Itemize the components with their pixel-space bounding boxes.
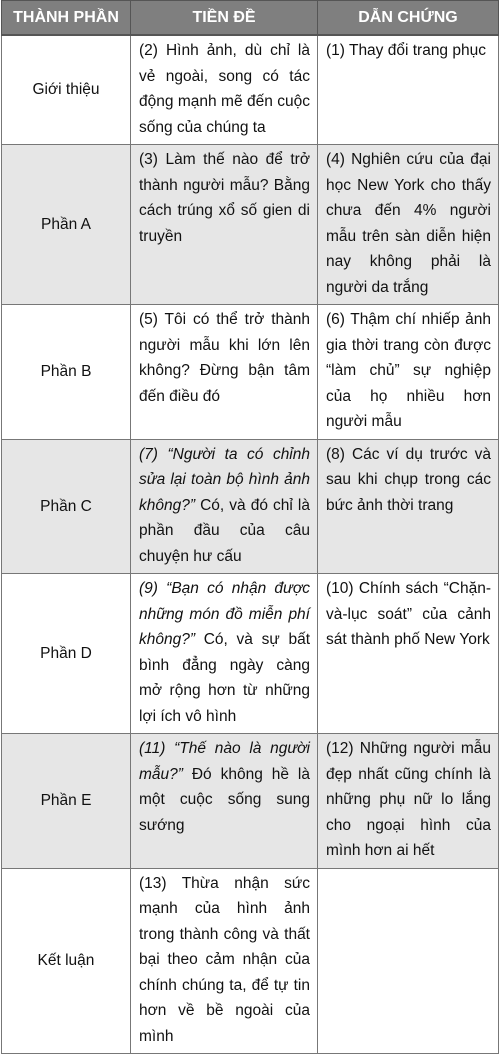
section-cell: Phần D bbox=[2, 574, 131, 734]
premise-cell bbox=[131, 439, 318, 574]
header-evidence: DẪN CHỨNG bbox=[318, 1, 499, 36]
evidence-cell: (6) Thậm chí nhiếp ảnh gia thời trang còn được “làm chủ” sự nghiệp của họ nhiều hơn người mẫu bbox=[318, 305, 499, 440]
premise-text: (2) Hình ảnh, dù chỉ là vẻ ngoài, song có tác động mạnh mẽ đến cuộc sống của chúng ta bbox=[139, 42, 310, 136]
evidence-cell: (12) Những người mẫu đẹp nhất cũng chính là những phụ nữ lo lắng cho ngoại hình của mình hơn ai hết bbox=[318, 734, 499, 869]
section-cell: Kết luận bbox=[2, 868, 131, 1054]
evidence-cell: (8) Các ví dụ trước và sau khi chụp trong các bức ảnh thời trang bbox=[318, 439, 499, 574]
premise-cell bbox=[131, 145, 318, 305]
table-row bbox=[2, 305, 499, 440]
table-row bbox=[2, 734, 499, 869]
premise-cell bbox=[131, 868, 318, 1054]
premise-cell bbox=[131, 305, 318, 440]
premise-text: Có, và đó chỉ là phần đầu của câu chuyện hư cấu bbox=[139, 496, 310, 565]
premise-text: Đó không hề là một cuộc sống sung sướng bbox=[139, 765, 310, 834]
table-row bbox=[2, 145, 499, 305]
premise-text: Có, và sự bất bình đẳng ngày càng mở rộng hơn từ những lợi ích vô hình bbox=[139, 631, 310, 725]
premise-cell bbox=[131, 574, 318, 734]
table-row bbox=[2, 574, 499, 734]
premise-cell bbox=[131, 35, 318, 145]
header-section: THÀNH PHẦN bbox=[2, 1, 131, 36]
premise-cell bbox=[131, 734, 318, 869]
evidence-cell: (10) Chính sách “Chặn-và-lục soát” của cảnh sát thành phố New York bbox=[318, 574, 499, 734]
premise-question: (7) “Người ta có chỉnh sửa lại toàn bộ hình ảnh không?” bbox=[139, 445, 310, 514]
header-row bbox=[2, 1, 499, 36]
section-cell: Phần E bbox=[2, 734, 131, 869]
section-cell: Phần C bbox=[2, 439, 131, 574]
premise-question: (11) “Thế nào là người mẫu?” bbox=[139, 740, 310, 783]
premise-text: (5) Tôi có thể trở thành người mẫu khi lớn lên không? Đừng bận tâm đến điều đó bbox=[139, 311, 310, 405]
evidence-cell bbox=[318, 868, 499, 1054]
table-row bbox=[2, 868, 499, 1054]
section-cell: Phần A bbox=[2, 145, 131, 305]
table-row bbox=[2, 439, 499, 574]
section-cell: Phần B bbox=[2, 305, 131, 440]
premise-text: (13) Thừa nhận sức mạnh của hình ảnh trong thành công và thất bại theo cảm nhận của chính chúng ta, để tự tin hơn về bề ngoài của mình bbox=[139, 874, 310, 1045]
evidence-cell: (4) Nghiên cứu của đại học New York cho thấy chưa đến 4% người mẫu trên sàn diễn hiện nay không phải là người da trắng bbox=[318, 145, 499, 305]
premise-question: (9) “Bạn có nhận được những món đồ miễn phí không?” bbox=[139, 580, 310, 648]
section-cell: Giới thiệu bbox=[2, 35, 131, 145]
header-premise: TIỀN ĐỀ bbox=[131, 1, 318, 36]
table-row bbox=[2, 35, 499, 145]
evidence-cell: (1) Thay đổi trang phục bbox=[318, 35, 499, 145]
premise-text: (3) Làm thế nào để trở thành người mẫu? Bằng cách trúng xổ số gien di truyền bbox=[139, 151, 310, 245]
speech-outline-table bbox=[1, 0, 499, 1054]
